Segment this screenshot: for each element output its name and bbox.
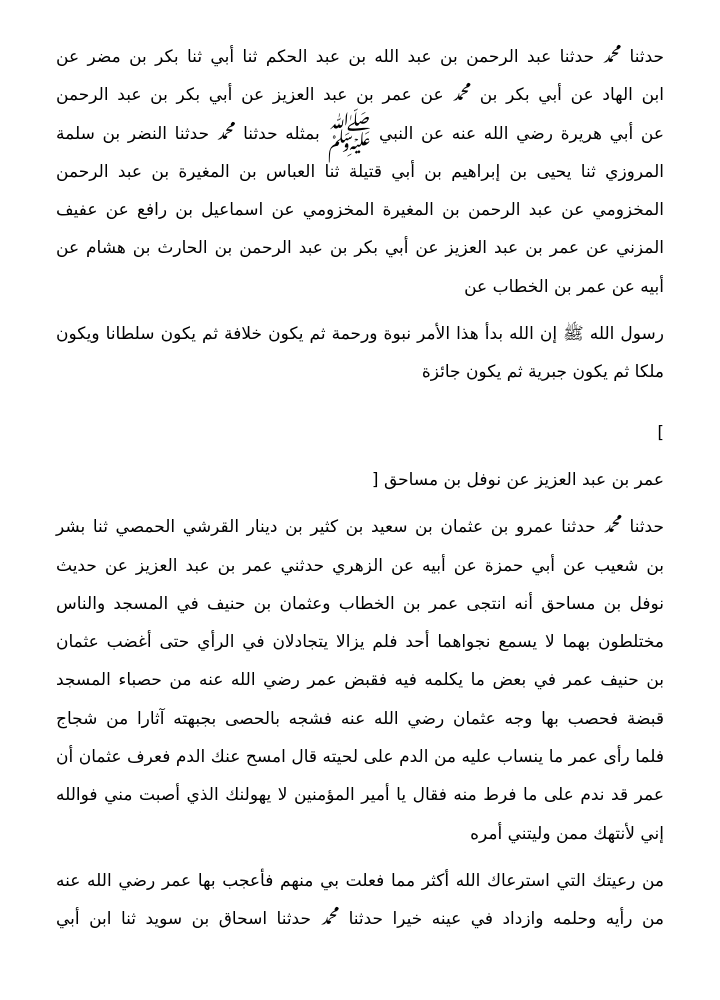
text-line: بن شعيب عن أبي حمزة عن أبيه عن الزهري حدثني عمر بن عبد العزيز عن حديث [56, 555, 664, 576]
paragraph-narration [56, 508, 664, 853]
text-line: عمر قد ندم على ما فرط منه فقال يا أمير المؤمنين لا يهولنك الذي أصبت مني فوالله [56, 785, 664, 806]
text-line: المزني عن عمر بن عبد العزيز عن أبي بكر بن عبد الرحمن بن الحارث بن هشام عن [56, 238, 664, 259]
text-line: من رأيه وحلمه وازداد في عينه خيرا حدثنا ﷴ حدثنا اسحاق بن سويد ثنا ابن أبي [56, 909, 664, 930]
paragraph-continuation [56, 862, 664, 939]
text-line: المروزي ثنا يحيى بن إبراهيم بن أبي قتيلة ثنا العباس بن المغيرة بن عبد الرحمن [56, 161, 664, 182]
text-line: المخزومي عن عبد الرحمن بن المغيرة المخزومي عن اسماعيل بن رافع عن عفيف [56, 200, 664, 221]
text-line: عمر بن عبد العزيز عن نوفل بن مساحق [ [371, 469, 664, 490]
text-line: فلما رأى عمر ما ينساب عليه من الدم على لحيته قال امسح عنك الدم فعرف عثمان أن [56, 747, 664, 768]
text-line: إني لأنتهك ممن وليتني أمره [470, 823, 664, 844]
text-line: رسول الله ﷺ إن الله بدأ هذا الأمر نبوة ورحمة ثم يكون خلافة ثم يكون سلطانا ويكون [56, 324, 664, 345]
text-line: بن حنيف عمر في بعض ما يكلمه فيه فقبض عمر رضي الله عنه من حصباء المسجد [56, 670, 664, 691]
section-heading [56, 461, 664, 499]
paragraph-bracket [56, 414, 664, 452]
paragraph-isnad-1 [56, 38, 664, 306]
text-line: حدثنا ﷴ حدثنا عبد الرحمن بن عبد الله بن عبد الحكم ثنا أبي ثنا بكر بن مضر عن [56, 47, 664, 67]
text-line: قبضة فحصب بها وجه عثمان رضي الله عنه فشجه بالحصى بجبهته آثارا من شجاج [56, 708, 664, 729]
text-line: عن أبي هريرة رضي الله عنه عن النبي ﷺ بمثله حدثنا ﷴ حدثنا النضر بن سلمة [56, 123, 664, 144]
text-line: ملكا ثم يكون جبرية ثم يكون جائزة [421, 362, 664, 383]
text-line: من رعيتك التي استرعاك الله أكثر مما فعلت بي منهم فأعجب بها عمر رضي الله عنه [56, 870, 664, 891]
paragraph-hadith-text [56, 315, 664, 392]
text-line: ] [657, 422, 664, 443]
text-line: أبيه عن عمر بن الخطاب عن [464, 276, 664, 297]
text-line: ابن الهاد عن أبي بكر بن ﷴ عن عمر بن عبد العزيز عن أبي بكر بن عبد الرحمن [56, 85, 664, 106]
text-line: حدثنا ﷴ حدثنا عمرو بن عثمان بن سعيد بن كثير بن دينار القرشي الحمصي ثنا بشر [56, 517, 664, 538]
text-line: نوفل بن مساحق أنه انتجى عمر بن الخطاب وعثمان بن حنيف في المسجد والناس [56, 593, 664, 614]
text-line: مختلطون بهما لا يسمع نجواهما أحد فلم يزالا يتجادلان في الرأي حتى أغضب عثمان [56, 632, 664, 653]
